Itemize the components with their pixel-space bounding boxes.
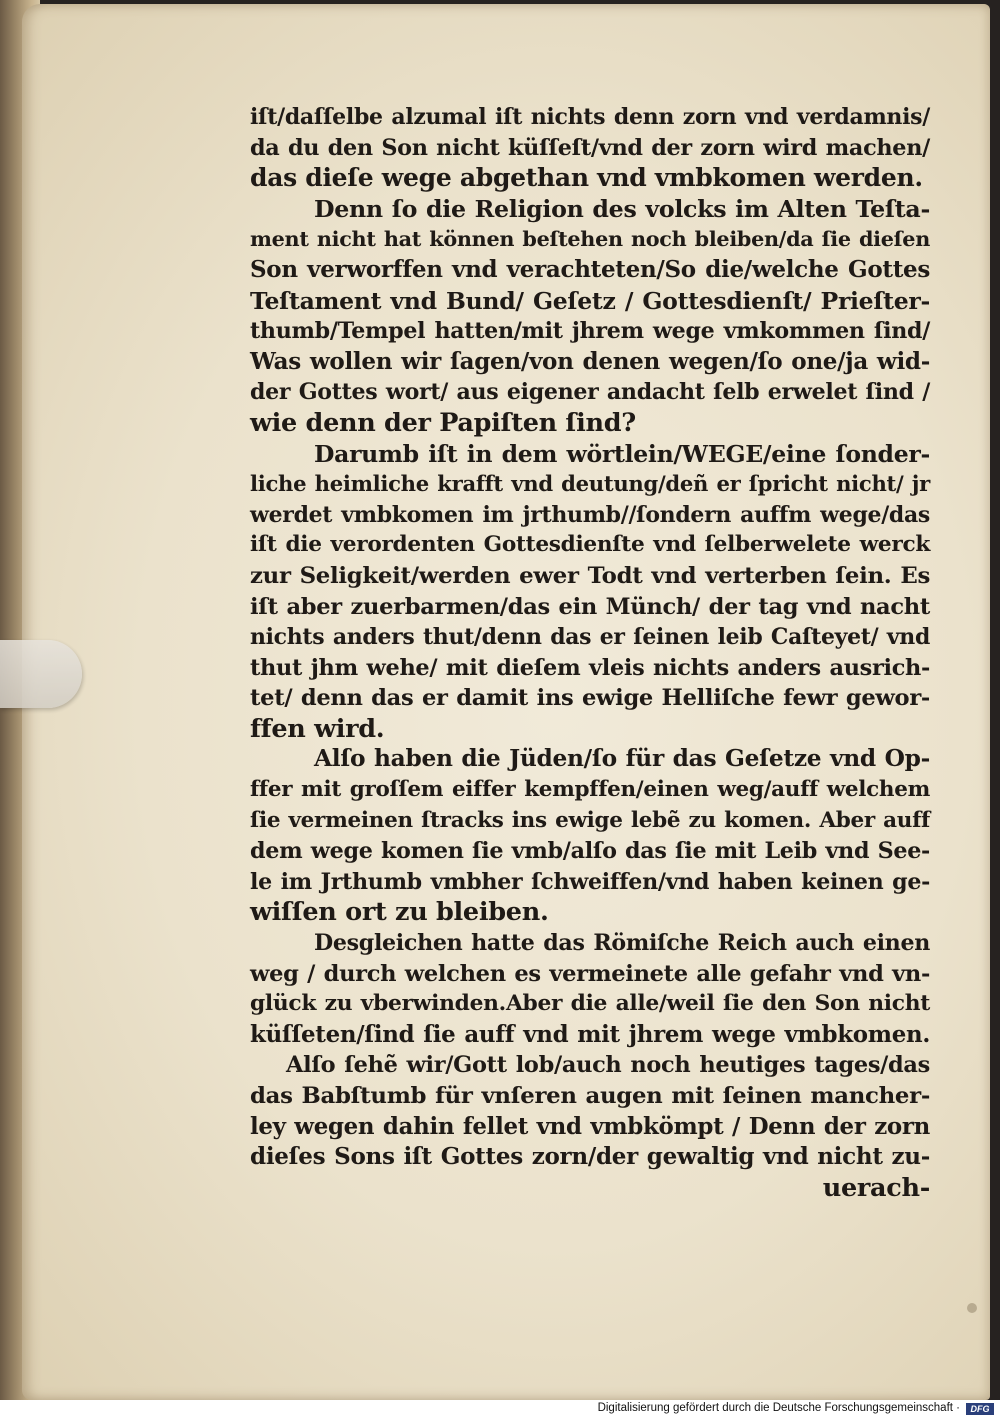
text-line: wiſſen ort zu bleiben. xyxy=(250,897,549,928)
text-line: iſt aber zuerbarmen/das ein Münch/ der tag vnd nacht xyxy=(250,593,930,620)
text-line: dem wege komen ſie vmb/alſo das ſie mit Leib vnd See- xyxy=(250,838,930,865)
text-line: Teſtament vnd Bund/ Geſetz / Gottesdienſt/ Prieſter- xyxy=(250,286,930,315)
text-line: ffen wird. xyxy=(250,713,385,744)
footer-credit: Digitalisierung gefördert durch die Deutsche Forschungsgemeinschaft · xyxy=(597,1402,960,1414)
text-line: tet/ denn das er damit ins ewige Helliſche fewr gewor- xyxy=(250,685,930,712)
text-line: iſt die verordenten Gottesdienſte vnd ſelberwelete werck xyxy=(250,532,930,558)
text-line: ley wegen dahin fellet vnd vmbkömpt / Denn der zorn xyxy=(250,1112,930,1140)
catchword: uerach- xyxy=(822,1172,930,1203)
text-line: ment nicht hat können beſtehen noch bleiben/da ſie dieſen xyxy=(250,227,930,252)
text-line: nichts anders thut/denn das er ſeinen leib Caſteyet/ vnd xyxy=(250,624,930,651)
text-line: werdet vmbkomen im jrthumb//ſondern auffm wege/das xyxy=(250,501,930,528)
text-line: küſſeten/ſind ſie auff vnd mit jhrem wege vmbkomen. xyxy=(250,1020,930,1048)
text-line: ffer mit groſſem eiffer kempffen/einen weg/auff welchem xyxy=(250,777,930,803)
text-line: da du den Son nicht küſſeſt/vnd der zorn wird machen/ xyxy=(250,134,930,161)
text-line: der Gottes wort/ aus eigener andacht ſelb erwelet ſind / xyxy=(250,379,930,406)
text-line: thut jhm wehe/ mit dieſem vleis nichts anders ausrich- xyxy=(250,654,930,681)
text-line: thumb/Tempel hatten/mit jhrem wege vmkommen ſind/ xyxy=(250,318,930,345)
text-line: Darumb iſt in dem wörtlein/WEGE/eine ſonder- xyxy=(314,439,930,468)
text-line: dieſes Sons iſt Gottes zorn/der gewaltig vnd nicht zu- xyxy=(250,1143,930,1171)
text-line: glück zu vberwinden.Aber die alle/weil ſie den Son nicht xyxy=(250,991,930,1017)
footer-bar xyxy=(0,1400,1000,1419)
text-line: das dieſe wege abgethan vnd vmbkomen werden. xyxy=(250,163,923,193)
page-clip xyxy=(0,640,82,708)
text-line: Denn ſo die Religion des volcks im Alten Teſta- xyxy=(314,194,930,223)
page-hole xyxy=(967,1303,977,1313)
text-line: le im Jrthumb vmbher ſchweiffen/vnd haben keinen ge- xyxy=(250,868,930,895)
text-line: ſie vermeinen ſtracks ins ewige lebẽ zu komen. Aber auff xyxy=(250,807,930,833)
text-line: Son verworffen vnd verachteten/So die/welche Gottes xyxy=(250,255,930,283)
text-line: Desgleichen hatte das Römiſche Reich auch einen xyxy=(314,930,930,957)
text-line: Alſo haben die Jüden/ſo für das Geſetze vnd Op- xyxy=(314,745,930,773)
text-line: das Babſtumb für vnſeren augen mit ſeinen mancher- xyxy=(250,1083,930,1109)
page-text-block xyxy=(250,102,930,1203)
text-line: Was wollen wir ſagen/von denen wegen/ſo one/ja wid- xyxy=(250,347,930,375)
text-line: iſt/daſſelbe alzumal iſt nichts denn zorn vnd verdamnis/ xyxy=(250,104,930,130)
text-line: liche heimliche krafft vnd deutung/deñ er ſpricht nicht/ jr xyxy=(250,471,930,497)
text-line: wie denn der Papiſten ſind? xyxy=(250,407,636,438)
text-line: weg / durch welchen es vermeinete alle gefahr vnd vn- xyxy=(250,960,930,987)
text-line: Alſo ſehẽ wir/Gott lob/auch noch heutiges tages/das xyxy=(286,1052,930,1079)
dfg-logo: DFG xyxy=(966,1403,994,1415)
text-line: zur Seligkeit/werden ewer Todt vnd verterben ſein. Es xyxy=(250,562,930,589)
